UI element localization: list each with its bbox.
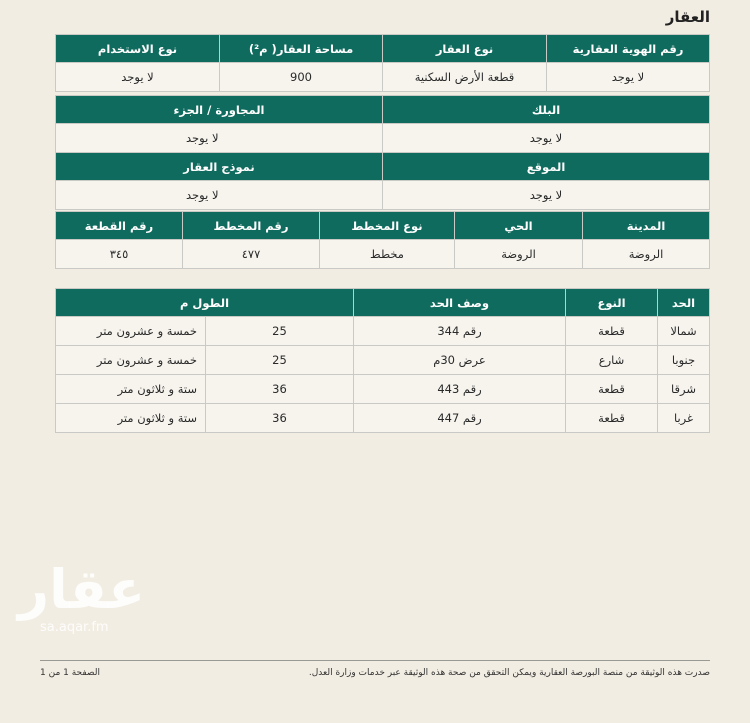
table-header-row [56,153,710,181]
property-info-table [55,34,710,92]
table-row [56,375,710,404]
cell-side: شمالا [658,317,710,346]
header-cell-location: الموقع [383,153,710,181]
header-cell-block: البلك [383,96,710,124]
header-cell-usage-type: نوع الاستخدام [56,35,220,63]
cell-length: 25 [206,346,354,375]
value-property-id: لا يوجد [547,63,710,92]
table-header-row [56,96,710,124]
cell-type: شارع [566,346,658,375]
header-cell-side: الحد [658,289,710,317]
cell-length-text: خمسة و عشرون متر [56,317,206,346]
page-number: الصفحة 1 من 1 [40,668,100,678]
header-cell-property-model: نموذج العقار [56,153,383,181]
boundaries-table [55,288,710,433]
header-cell-city: المدينة [583,212,710,240]
value-plan-number: ٤٧٧ [183,240,320,269]
footer-divider [40,660,710,661]
value-plan-type: مخطط [320,240,455,269]
cell-type: قطعة [566,375,658,404]
cell-length-text: ستة و ثلاثون متر [56,375,206,404]
cell-side: شرقا [658,375,710,404]
value-city: الروضة [583,240,710,269]
header-cell-neighborhood-part: المجاورة / الجزء [56,96,383,124]
value-area: 900 [220,63,383,92]
footer-note: صدرت هذه الوثيقة من منصة البورصة العقارية ويمكن التحقق من صحة هذه الوثيقة عبر خدمات وزارة العدل. [308,668,710,678]
header-cell-length: الطول م [56,289,354,317]
header-cell-plan-type: نوع المخطط [320,212,455,240]
cell-length-text: ستة و ثلاثون متر [56,404,206,433]
table-row [56,317,710,346]
header-cell-plan-number: رقم المخطط [183,212,320,240]
plan-info-table [55,211,710,269]
value-location: لا يوجد [383,181,710,210]
cell-side: جنوبا [658,346,710,375]
table-row [56,124,710,153]
value-district: الروضة [455,240,583,269]
value-property-type: قطعة الأرض السكنية [383,63,547,92]
cell-type: قطعة [566,404,658,433]
block-info-table [55,95,710,153]
header-cell-property-type: نوع العقار [383,35,547,63]
cell-description: رقم 447 [354,404,566,433]
table-row [56,404,710,433]
watermark-logo: عقار [18,558,146,621]
aqar-watermark [18,560,145,635]
header-cell-description: وصف الحد [354,289,566,317]
cell-description: عرض 30م [354,346,566,375]
table-row [56,240,710,269]
cell-side: غربا [658,404,710,433]
table-row [56,346,710,375]
cell-length-text: خمسة و عشرون متر [56,346,206,375]
table-header-row [56,212,710,240]
header-cell-area: مساحة العقار( م²) [220,35,383,63]
header-cell-district: الحي [455,212,583,240]
table-header-row [56,289,710,317]
header-cell-type: النوع [566,289,658,317]
cell-length: 36 [206,375,354,404]
table-row [56,181,710,210]
header-cell-property-id: رقم الهوية العقارية [547,35,710,63]
table-row [56,63,710,92]
value-plot-number: ٣٤٥ [56,240,183,269]
value-block: لا يوجد [383,124,710,153]
cell-description: رقم 443 [354,375,566,404]
watermark-site: sa.aqar.fm [40,620,109,635]
table-header-row [56,35,710,63]
header-cell-plot-number: رقم القطعة [56,212,183,240]
value-usage-type: لا يوجد [56,63,220,92]
cell-length: 25 [206,317,354,346]
cell-length: 36 [206,404,354,433]
cell-description: رقم 344 [354,317,566,346]
value-property-model: لا يوجد [56,181,383,210]
value-neighborhood-part: لا يوجد [56,124,383,153]
cell-type: قطعة [566,317,658,346]
section-title: العقار [665,8,710,26]
location-info-table [55,152,710,210]
